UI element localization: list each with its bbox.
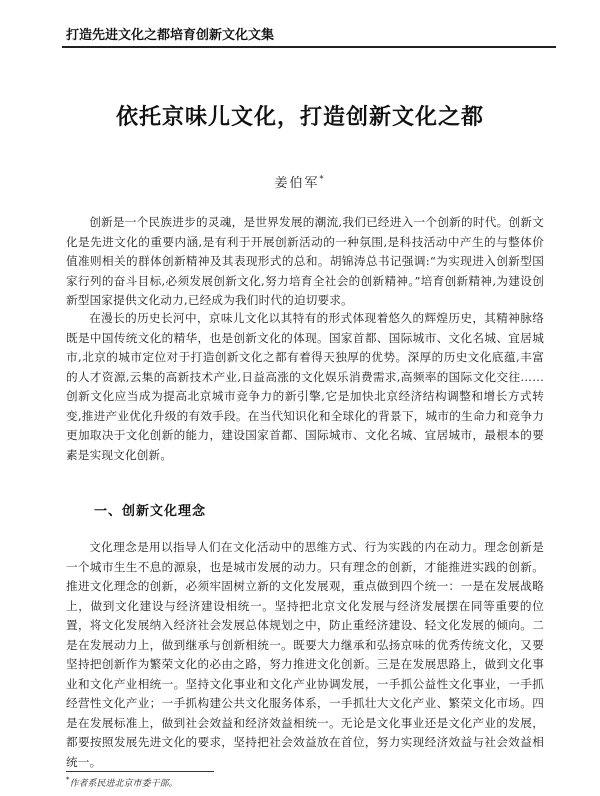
intro-paragraph-1	[66, 213, 544, 311]
paragraph-text: 在漫长的历史长河中，京味儿文化以其特有的形式体现着悠久的辉煌历史，其精神脉络既是中国传统文化的精华，也是创新文化的体现。国家首都、国际城市、文化名城、宜居城市,北京的城市定位对于打造创新文化之都有着得天独厚的优势。深厚的历史文化底蕴,丰富的人才资源,云集的高新技术产业,日益高涨的文化娱乐消费需求,高频率的国际文化交往……创新文化应当成为提高北京城市竞争力的新引擎,它是加快北京经济结构调整和增长方式转变,推进产业优化升级的有效手段。在当代知识化和全球化的背景下，城市的生命力和竞争力更加取决于文化创新的能力，建设国家首都、国际城市、文化名城、宜居城市，最根本的要素是实现文化创新。	[66, 311, 544, 462]
footnote	[66, 776, 178, 789]
article-title: 依托京味儿文化，打造创新文化之都	[115, 104, 484, 130]
running-header: 打造先进文化之都培育创新文化文集	[66, 28, 275, 43]
paragraph-text: 文化理念是用以指导人们在文化活动中的思维方式、行为实践的内在动力。理念创新是一个城市生生不息的源泉，也是城市发展的动力。只有理念的创新，才能推进实践的创新。推进文化理念的创新，必须牢固树立新的文化发展观，重点做到四个统一：一是在发展战略上，做到文化建设与经济建设相统一。坚持把北京文化发展与经济发展摆在同等重要的位置，将文化发展纳入经济社会发展总体规划之中，防止重经济建设、轻文化发展的倾向。二是在发展动力上，做到继承与创新相统一。既要大力继承和弘扬京味的优秀传统文化，又要坚持把创新作为繁荣文化的必由之路，努力推进文化创新。三是在发展思路上，做到文化事业和文化产业相统一。坚持文化事业和文化产业协调发展，一手抓公益性文化事业，一手抓经营性文化产业；一手抓构建公共文化服务体系，一手抓壮大文化产业、繁荣文化市场。四是在发展标准上，做到社会效益和经济效益相统一。无论是文化事业还是文化产业的发展，都要按照发展先进文化的要求，坚持把社会效益放在首位，努力实现经济效益与社会效益相统一。	[66, 540, 544, 769]
paragraph-text: 创新是一个民族进步的灵魂，是世界发展的潮流,我们已经进入一个创新的时代。创新文化是先进文化的重要内涵,是有利于开展创新活动的一种氛围,是科技活动中产生的与整体价值准则相关的群体创新精神及其表现形式的总和。胡锦涛总书记强调:“为实现进入创新型国家行列的奋斗目标,必须发展创新文化,努力培育全社会的创新精神。”培育创新精神,为建设创新型国家提供文化动力,已经成为我们时代的迫切要求。	[66, 215, 544, 307]
footnote-text: 作者系民进北京市委干部。	[69, 779, 178, 789]
header-rule	[62, 46, 556, 48]
intro-paragraph-2	[66, 309, 544, 465]
article-author	[0, 172, 600, 191]
author-name: 姜伯军	[274, 176, 320, 191]
footnote-rule	[66, 771, 214, 772]
author-footnote-mark: *	[319, 174, 326, 184]
section-paragraph-1	[66, 538, 544, 772]
section-heading: 一、创新文化理念	[94, 504, 207, 519]
footnote-mark: *	[66, 776, 70, 784]
